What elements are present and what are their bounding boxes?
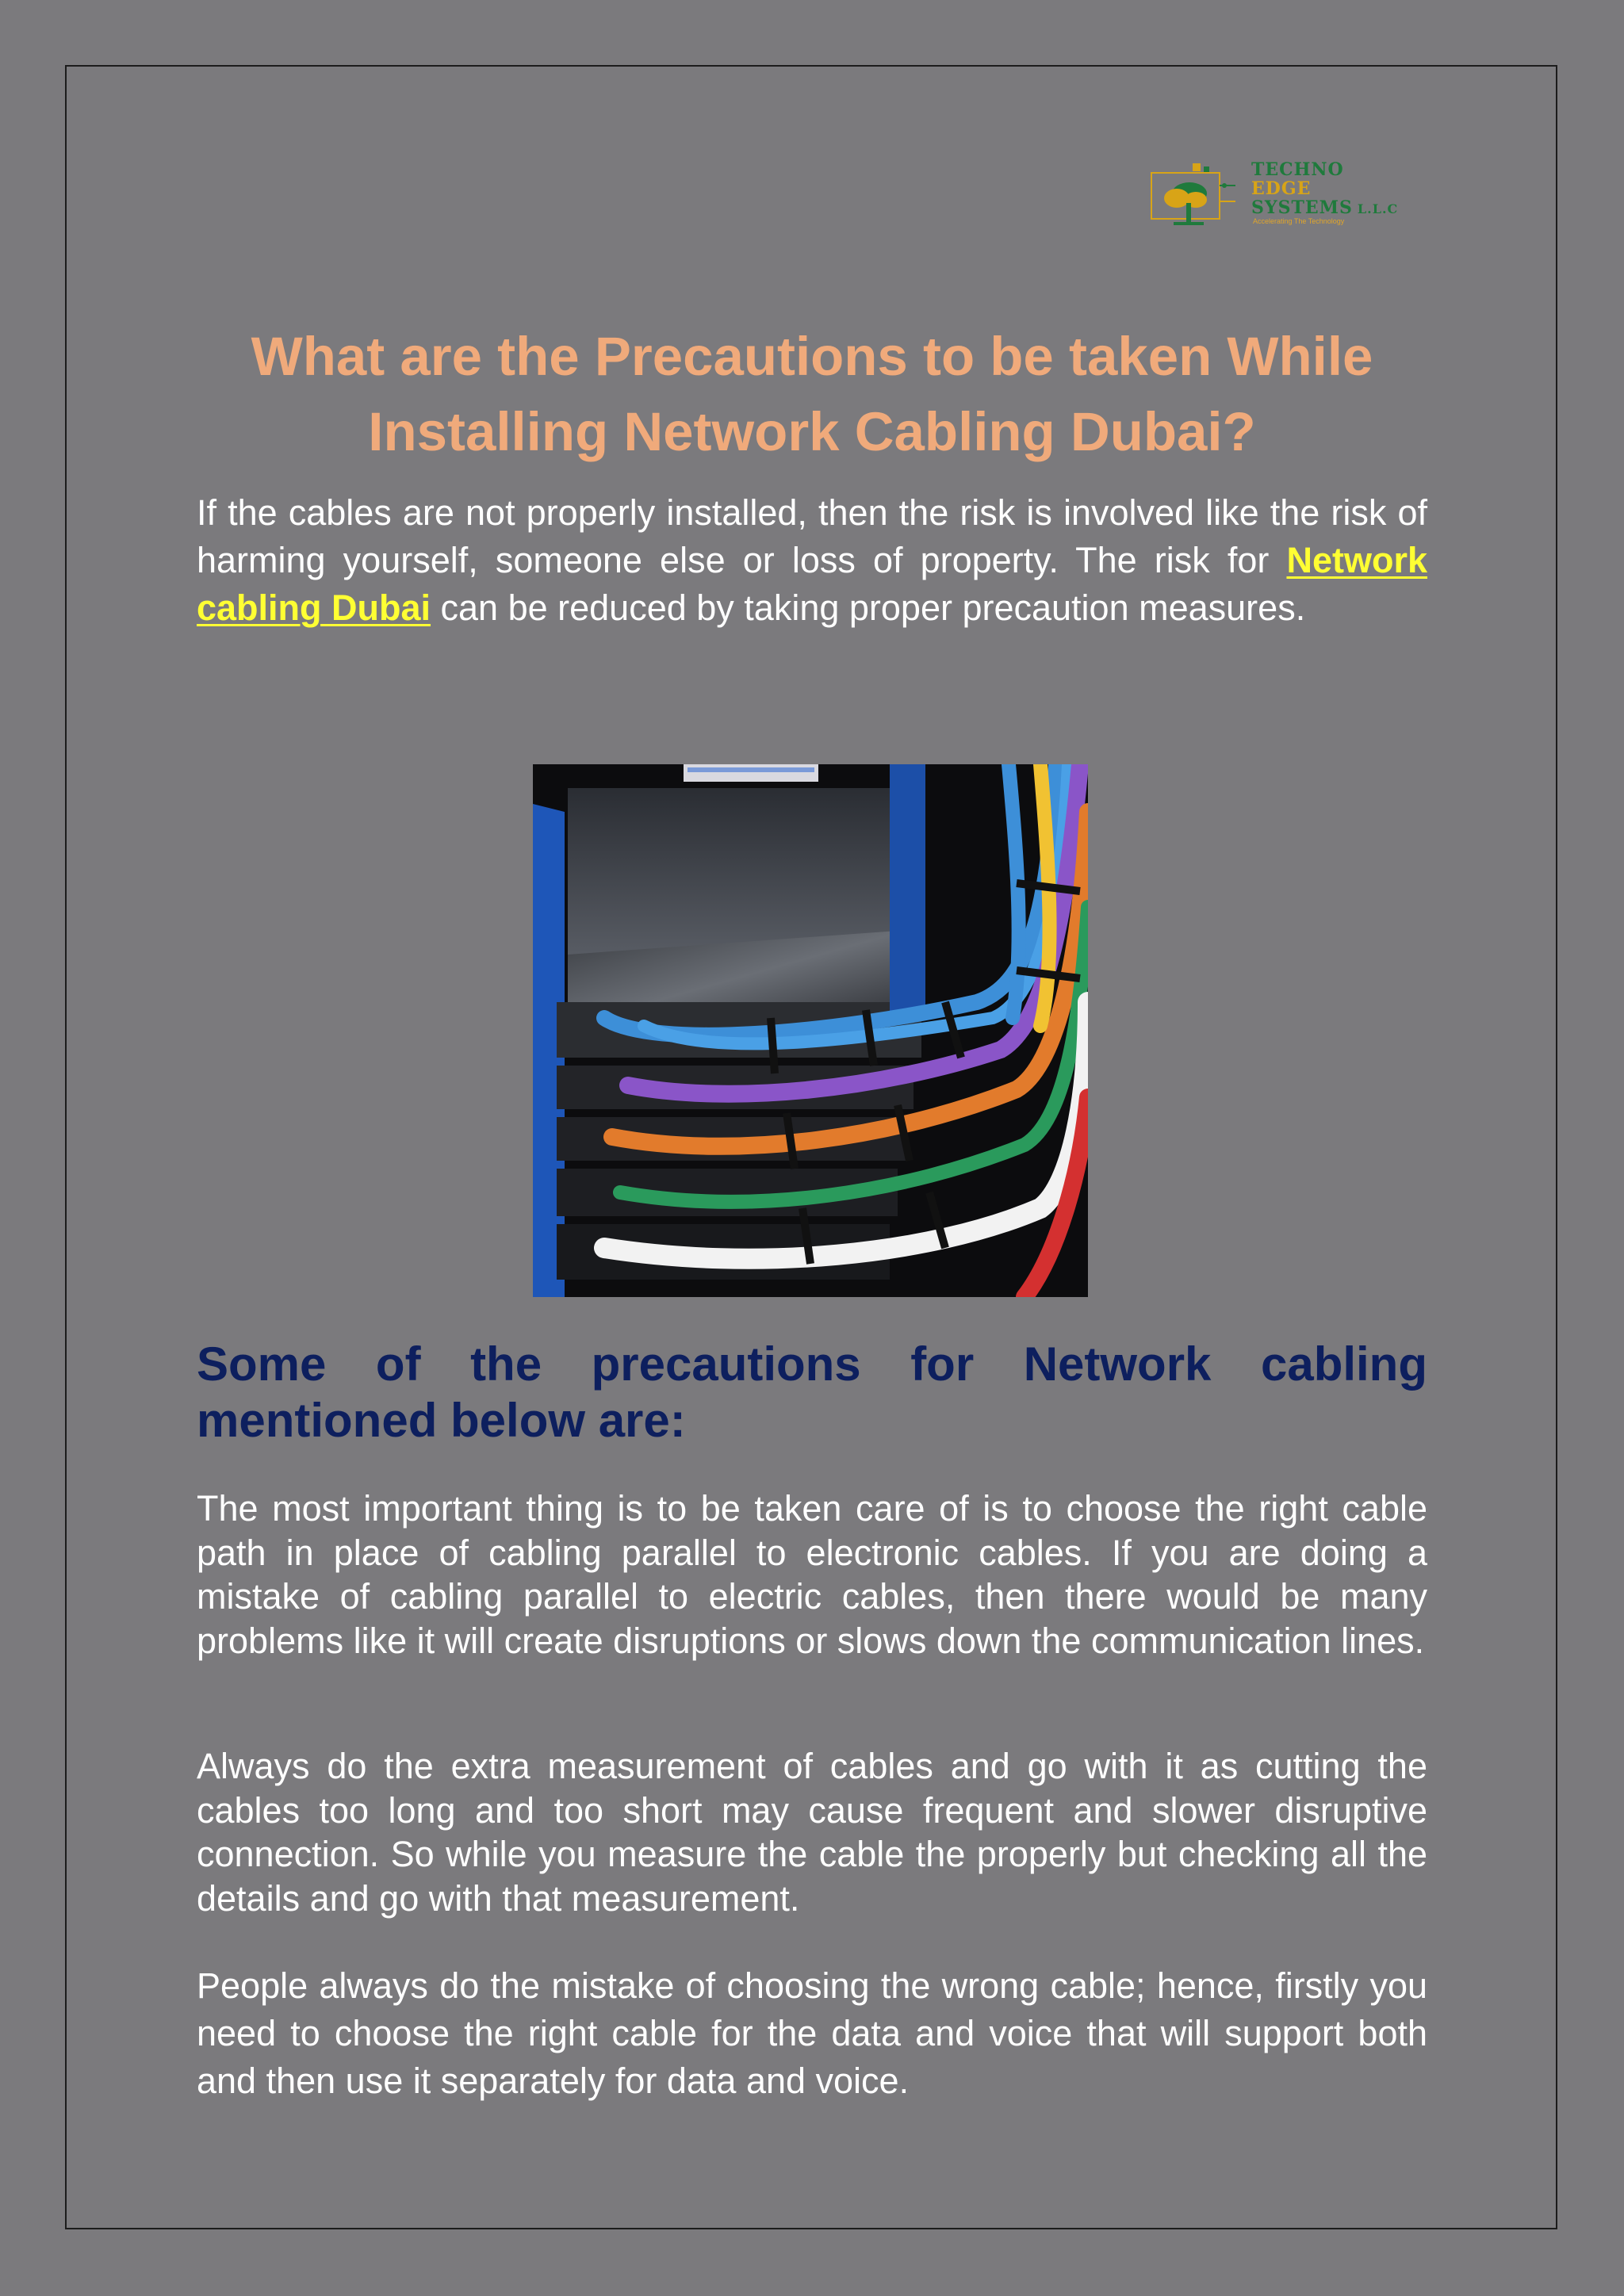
precautions-subheading: Some of the precautions for Network cabling mentioned below are: xyxy=(197,1337,1427,1447)
precaution-paragraph-3: People always do the mistake of choosing the wrong cable; hence, firstly you need to choose the right cable for the data and voice that will support both and then use it separately for data and voice. xyxy=(197,1965,1427,2101)
logo-tagline: Accelerating The Technology xyxy=(1253,217,1345,225)
logo-llc-suffix: L.L.C xyxy=(1357,201,1399,216)
logo-systems-word: SYSTEMS xyxy=(1251,197,1353,218)
precaution-paragraph-2: Always do the extra measurement of cables and go with it as cutting the cables too long and too short may cause frequent and slower disruptive connection. So while you measure the cable the properly but checking all the details and go with that measurement. xyxy=(197,1746,1427,1919)
network-cabling-dubai-link[interactable]: Network cabling Dubai xyxy=(197,540,1427,628)
page-title: What are the Precautions to be taken While Installing Network Cabling Dubai? xyxy=(251,326,1373,462)
intro-text-before-link: If the cables are not properly installed, then the risk is involved like the risk of harming yourself, someone else or loss of property. The risk for xyxy=(197,492,1427,580)
logo-line-edge: EDGE xyxy=(1251,178,1312,199)
precaution-paragraph-1: The most important thing is to be taken care of is to choose the right cable path in place of cabling parallel to electronic cables. If you are doing a mistake of cabling parallel to electric cables, then there would be many problems like it will create disruptions or slows down the communication lines. xyxy=(197,1488,1427,1661)
logo-line-systems xyxy=(1251,198,1398,219)
intro-text-after-link: can be reduced by taking proper precaution measures. xyxy=(431,587,1306,628)
intro-paragraph xyxy=(197,489,1427,632)
network-rack-illustration xyxy=(533,764,1088,1297)
network-rack-photo xyxy=(533,764,1088,1297)
company-logo xyxy=(1148,159,1418,232)
logo-line-techno: TECHNO xyxy=(1251,159,1344,180)
logo-wordmark xyxy=(1251,160,1398,219)
logo-emblem-icon xyxy=(1148,162,1243,230)
